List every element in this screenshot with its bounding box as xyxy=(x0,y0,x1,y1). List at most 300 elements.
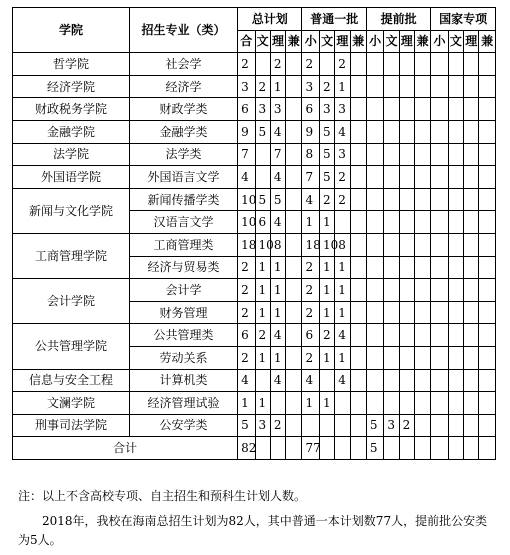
plan-count-cell xyxy=(431,392,448,415)
enrollment-plan-table xyxy=(12,7,496,460)
plan-count-cell xyxy=(286,143,302,166)
plan-count-cell xyxy=(414,53,430,76)
plan-count-cell xyxy=(286,188,302,211)
plan-count-cell xyxy=(448,301,463,324)
college-cell: 法学院 xyxy=(13,143,130,166)
plan-count-cell xyxy=(448,279,463,302)
regular-subheader-2: 理 xyxy=(335,30,350,53)
plan-count-cell: 1 xyxy=(270,75,285,98)
plan-count-cell xyxy=(286,369,302,392)
plan-count-cell xyxy=(384,120,399,143)
major-cell: 经济管理试验 xyxy=(129,392,237,415)
major-cell: 金融学类 xyxy=(129,120,237,143)
plan-count-cell: 1 xyxy=(255,279,270,302)
empty-cell xyxy=(350,437,366,460)
college-cell: 金融学院 xyxy=(13,120,130,143)
plan-count-cell xyxy=(479,188,496,211)
plan-count-cell xyxy=(366,98,383,121)
plan-count-cell xyxy=(414,120,430,143)
plan-count-cell xyxy=(431,120,448,143)
table-row xyxy=(13,188,496,211)
plan-count-cell: 4 xyxy=(302,188,319,211)
plan-count-cell xyxy=(384,75,399,98)
plan-count-cell xyxy=(286,211,302,234)
plan-count-cell xyxy=(350,301,366,324)
plan-count-cell xyxy=(479,392,496,415)
plan-count-cell xyxy=(414,75,430,98)
plan-count-cell: 1 xyxy=(270,301,285,324)
major-header: 招生专业（类） xyxy=(129,8,237,53)
early-subheader-1: 文 xyxy=(384,30,399,53)
plan-count-cell: 10 xyxy=(255,233,270,256)
plan-count-cell xyxy=(366,392,383,415)
plan-count-cell: 5 xyxy=(366,414,383,437)
early-batch-header: 提前批 xyxy=(366,8,430,31)
plan-count-cell: 3 xyxy=(384,414,399,437)
plan-count-cell xyxy=(255,143,270,166)
plan-count-cell: 4 xyxy=(270,120,285,143)
plan-count-cell: 18 xyxy=(238,233,255,256)
major-cell: 公安学类 xyxy=(129,414,237,437)
plan-count-cell xyxy=(399,233,414,256)
plan-count-cell xyxy=(479,53,496,76)
table-note: 注：以上不含高校专项、自主招生和预科生计划人数。 xyxy=(18,489,307,503)
plan-count-cell xyxy=(414,256,430,279)
plan-count-cell xyxy=(479,324,496,347)
plan-count-cell xyxy=(399,301,414,324)
plan-count-cell xyxy=(464,211,479,234)
major-cell: 财务管理 xyxy=(129,301,237,324)
plan-count-cell xyxy=(414,324,430,347)
plan-count-cell: 4 xyxy=(270,166,285,189)
plan-count-cell: 5 xyxy=(270,188,285,211)
major-cell: 经济学 xyxy=(129,75,237,98)
major-cell: 社会学 xyxy=(129,53,237,76)
plan-count-cell: 1 xyxy=(319,279,334,302)
total-subheader-3: 兼 xyxy=(286,30,302,53)
plan-count-cell: 5 xyxy=(319,143,334,166)
plan-count-cell xyxy=(399,143,414,166)
plan-count-cell: 2 xyxy=(238,256,255,279)
plan-count-cell xyxy=(350,279,366,302)
plan-count-cell: 1 xyxy=(255,392,270,415)
plan-count-cell xyxy=(384,98,399,121)
plan-count-cell xyxy=(350,166,366,189)
plan-count-cell: 3 xyxy=(270,98,285,121)
plan-count-cell: 1 xyxy=(270,279,285,302)
table-row xyxy=(13,120,496,143)
plan-count-cell xyxy=(366,143,383,166)
plan-count-cell xyxy=(464,256,479,279)
plan-count-cell xyxy=(286,279,302,302)
plan-count-cell xyxy=(479,256,496,279)
plan-count-cell xyxy=(399,279,414,302)
plan-count-cell xyxy=(255,166,270,189)
plan-count-cell xyxy=(448,98,463,121)
plan-count-cell: 6 xyxy=(302,324,319,347)
plan-count-cell xyxy=(431,324,448,347)
plan-count-cell xyxy=(384,392,399,415)
plan-count-cell xyxy=(286,256,302,279)
plan-count-cell xyxy=(384,211,399,234)
plan-count-cell: 5 xyxy=(319,120,334,143)
plan-count-cell xyxy=(431,166,448,189)
plan-count-cell: 2 xyxy=(302,346,319,369)
plan-count-cell xyxy=(270,392,285,415)
plan-count-cell xyxy=(366,233,383,256)
college-cell: 经济学院 xyxy=(13,75,130,98)
plan-count-cell xyxy=(384,166,399,189)
total-plan-header: 总计划 xyxy=(238,8,302,31)
plan-count-cell xyxy=(384,369,399,392)
plan-count-cell xyxy=(479,211,496,234)
plan-count-cell xyxy=(399,120,414,143)
plan-count-cell xyxy=(350,324,366,347)
national-special-header: 国家专项 xyxy=(431,8,496,31)
plan-count-cell: 2 xyxy=(238,346,255,369)
college-cell: 会计学院 xyxy=(13,279,130,324)
total-subheader-1: 文 xyxy=(255,30,270,53)
plan-count-cell xyxy=(335,211,350,234)
plan-count-cell xyxy=(366,166,383,189)
table-row xyxy=(13,414,496,437)
plan-count-cell xyxy=(479,166,496,189)
plan-count-cell xyxy=(286,301,302,324)
plan-count-cell: 7 xyxy=(238,143,255,166)
plan-count-cell xyxy=(414,98,430,121)
plan-count-cell xyxy=(255,53,270,76)
plan-count-cell xyxy=(479,414,496,437)
plan-count-cell xyxy=(384,279,399,302)
regular-batch-header: 普通一批 xyxy=(302,8,366,31)
plan-count-cell: 2 xyxy=(319,324,334,347)
plan-count-cell xyxy=(464,188,479,211)
plan-count-cell: 1 xyxy=(335,301,350,324)
plan-count-cell xyxy=(431,256,448,279)
plan-count-cell xyxy=(399,256,414,279)
empty-cell xyxy=(335,437,350,460)
plan-count-cell xyxy=(431,369,448,392)
plan-count-cell xyxy=(286,324,302,347)
plan-count-cell xyxy=(464,369,479,392)
plan-count-cell: 3 xyxy=(302,75,319,98)
plan-count-cell xyxy=(431,211,448,234)
plan-count-cell: 4 xyxy=(270,211,285,234)
plan-count-cell xyxy=(399,75,414,98)
plan-count-cell xyxy=(399,53,414,76)
plan-count-cell xyxy=(464,166,479,189)
plan-count-cell xyxy=(448,188,463,211)
plan-count-cell xyxy=(479,301,496,324)
plan-count-cell xyxy=(479,143,496,166)
early-subheader-3: 兼 xyxy=(414,30,430,53)
plan-count-cell xyxy=(414,143,430,166)
plan-count-cell xyxy=(286,392,302,415)
major-cell: 法学类 xyxy=(129,143,237,166)
early-subheader-2: 理 xyxy=(399,30,414,53)
plan-count-cell: 5 xyxy=(319,166,334,189)
plan-count-cell xyxy=(399,324,414,347)
plan-count-cell xyxy=(366,301,383,324)
plan-count-cell xyxy=(399,98,414,121)
plan-count-cell xyxy=(448,414,463,437)
plan-count-cell: 2 xyxy=(270,53,285,76)
plan-count-cell xyxy=(399,346,414,369)
plan-count-cell xyxy=(286,414,302,437)
plan-count-cell xyxy=(366,324,383,347)
major-cell: 计算机类 xyxy=(129,369,237,392)
plan-count-cell: 2 xyxy=(399,414,414,437)
plan-count-cell: 1 xyxy=(270,346,285,369)
plan-count-cell xyxy=(464,143,479,166)
plan-count-cell xyxy=(366,346,383,369)
plan-count-cell: 3 xyxy=(335,98,350,121)
plan-count-cell: 6 xyxy=(238,98,255,121)
plan-count-cell xyxy=(350,53,366,76)
empty-cell xyxy=(479,437,496,460)
plan-count-cell: 8 xyxy=(302,143,319,166)
plan-count-cell xyxy=(464,414,479,437)
plan-count-cell: 2 xyxy=(302,279,319,302)
plan-count-cell: 1 xyxy=(255,346,270,369)
table-row xyxy=(13,53,496,76)
table-row xyxy=(13,166,496,189)
plan-count-cell xyxy=(366,256,383,279)
college-cell: 文澜学院 xyxy=(13,392,130,415)
plan-count-cell xyxy=(350,369,366,392)
table-row xyxy=(13,392,496,415)
plan-count-cell: 6 xyxy=(302,98,319,121)
plan-count-cell: 1 xyxy=(302,211,319,234)
plan-count-cell: 4 xyxy=(335,324,350,347)
plan-count-cell: 1 xyxy=(335,75,350,98)
plan-count-cell xyxy=(366,369,383,392)
plan-count-cell: 5 xyxy=(255,188,270,211)
plan-count-cell: 1 xyxy=(319,301,334,324)
plan-count-cell xyxy=(464,392,479,415)
empty-cell xyxy=(255,437,270,460)
plan-count-cell xyxy=(414,301,430,324)
plan-count-cell: 10 xyxy=(238,188,255,211)
plan-count-cell xyxy=(384,324,399,347)
plan-count-cell: 5 xyxy=(255,120,270,143)
plan-count-cell xyxy=(286,346,302,369)
plan-count-cell xyxy=(350,75,366,98)
plan-count-cell: 2 xyxy=(270,414,285,437)
plan-count-cell xyxy=(414,279,430,302)
regular-subheader-0: 小 xyxy=(302,30,319,53)
total-value-cell xyxy=(431,437,448,460)
plan-count-cell xyxy=(399,369,414,392)
plan-count-cell: 3 xyxy=(255,414,270,437)
total-label: 合计 xyxy=(13,437,238,460)
plan-count-cell xyxy=(350,211,366,234)
plan-count-cell: 2 xyxy=(302,301,319,324)
college-header: 学院 xyxy=(13,8,130,53)
plan-count-cell xyxy=(255,369,270,392)
plan-count-cell xyxy=(286,98,302,121)
plan-count-cell xyxy=(464,53,479,76)
plan-count-cell: 8 xyxy=(270,233,285,256)
plan-count-cell xyxy=(479,346,496,369)
plan-count-cell: 2 xyxy=(319,75,334,98)
plan-count-cell: 7 xyxy=(302,166,319,189)
table-row xyxy=(13,369,496,392)
total-subheader-0: 合 xyxy=(238,30,255,53)
plan-count-cell xyxy=(302,414,319,437)
plan-count-cell xyxy=(366,279,383,302)
plan-count-cell xyxy=(414,346,430,369)
plan-count-cell xyxy=(286,75,302,98)
plan-count-cell: 1 xyxy=(319,392,334,415)
plan-count-cell xyxy=(431,53,448,76)
plan-count-cell xyxy=(448,53,463,76)
plan-count-cell xyxy=(350,392,366,415)
national-subheader-0: 小 xyxy=(431,30,448,53)
plan-count-cell xyxy=(384,301,399,324)
national-subheader-2: 理 xyxy=(464,30,479,53)
plan-count-cell xyxy=(464,98,479,121)
plan-count-cell xyxy=(335,414,350,437)
plan-count-cell xyxy=(384,53,399,76)
empty-cell xyxy=(286,437,302,460)
plan-count-cell: 1 xyxy=(335,346,350,369)
plan-count-cell: 1 xyxy=(319,256,334,279)
major-cell: 公共管理类 xyxy=(129,324,237,347)
plan-count-cell: 4 xyxy=(335,120,350,143)
plan-count-cell xyxy=(479,279,496,302)
major-cell: 财政学类 xyxy=(129,98,237,121)
plan-count-cell: 10 xyxy=(238,211,255,234)
plan-count-cell xyxy=(448,346,463,369)
plan-count-cell xyxy=(448,75,463,98)
plan-count-cell: 1 xyxy=(255,301,270,324)
plan-count-cell xyxy=(448,256,463,279)
plan-count-cell: 10 xyxy=(319,233,334,256)
plan-count-cell xyxy=(479,98,496,121)
plan-count-cell xyxy=(431,279,448,302)
major-cell: 外国语言文学 xyxy=(129,166,237,189)
major-cell: 会计学 xyxy=(129,279,237,302)
major-cell: 经济与贸易类 xyxy=(129,256,237,279)
college-cell: 新闻与文化学院 xyxy=(13,188,130,233)
plan-count-cell: 4 xyxy=(335,369,350,392)
plan-count-cell xyxy=(431,75,448,98)
plan-count-cell: 4 xyxy=(270,369,285,392)
table-body xyxy=(13,53,496,460)
plan-count-cell: 9 xyxy=(238,120,255,143)
plan-count-cell: 18 xyxy=(302,233,319,256)
plan-count-cell: 1 xyxy=(319,211,334,234)
plan-count-cell: 1 xyxy=(319,346,334,369)
plan-count-cell xyxy=(431,301,448,324)
plan-count-cell xyxy=(335,392,350,415)
major-cell: 新闻传播学类 xyxy=(129,188,237,211)
plan-count-cell: 2 xyxy=(302,53,319,76)
empty-cell xyxy=(399,437,414,460)
plan-count-cell: 1 xyxy=(255,256,270,279)
empty-cell xyxy=(384,437,399,460)
empty-cell xyxy=(414,437,430,460)
major-cell: 汉语言文学 xyxy=(129,211,237,234)
plan-count-cell xyxy=(350,188,366,211)
plan-count-cell xyxy=(479,75,496,98)
plan-count-cell xyxy=(350,143,366,166)
plan-count-cell xyxy=(350,120,366,143)
table-row xyxy=(13,75,496,98)
table-row xyxy=(13,279,496,302)
plan-count-cell: 2 xyxy=(238,279,255,302)
plan-count-cell: 6 xyxy=(238,324,255,347)
national-subheader-3: 兼 xyxy=(479,30,496,53)
plan-count-cell: 2 xyxy=(238,301,255,324)
plan-count-cell xyxy=(366,188,383,211)
plan-count-cell xyxy=(431,414,448,437)
plan-count-cell: 2 xyxy=(335,166,350,189)
college-cell: 外国语学院 xyxy=(13,166,130,189)
table-row xyxy=(13,233,496,256)
plan-count-cell: 2 xyxy=(335,53,350,76)
plan-count-cell xyxy=(319,414,334,437)
plan-count-cell xyxy=(366,53,383,76)
plan-count-cell xyxy=(399,188,414,211)
plan-count-cell: 3 xyxy=(238,75,255,98)
plan-count-cell xyxy=(366,211,383,234)
plan-count-cell: 5 xyxy=(238,414,255,437)
plan-count-cell: 2 xyxy=(238,53,255,76)
plan-count-cell xyxy=(448,120,463,143)
empty-cell xyxy=(270,437,285,460)
plan-count-cell: 7 xyxy=(270,143,285,166)
plan-count-cell xyxy=(414,211,430,234)
plan-count-cell xyxy=(319,53,334,76)
plan-count-cell xyxy=(350,256,366,279)
plan-count-cell xyxy=(350,414,366,437)
plan-count-cell xyxy=(384,188,399,211)
plan-count-cell: 3 xyxy=(319,98,334,121)
plan-count-cell: 4 xyxy=(302,369,319,392)
plan-count-cell: 2 xyxy=(319,188,334,211)
plan-count-cell xyxy=(414,369,430,392)
plan-count-cell: 6 xyxy=(255,211,270,234)
plan-count-cell xyxy=(479,369,496,392)
plan-count-cell: 2 xyxy=(335,188,350,211)
plan-count-cell xyxy=(286,53,302,76)
plan-count-cell xyxy=(366,75,383,98)
major-cell: 劳动关系 xyxy=(129,346,237,369)
plan-count-cell: 2 xyxy=(302,256,319,279)
college-cell: 工商管理学院 xyxy=(13,233,130,278)
plan-count-cell xyxy=(431,233,448,256)
plan-count-cell xyxy=(399,166,414,189)
plan-count-cell xyxy=(479,120,496,143)
plan-count-cell xyxy=(414,188,430,211)
plan-count-cell: 2 xyxy=(255,324,270,347)
plan-count-cell xyxy=(431,98,448,121)
plan-count-cell: 8 xyxy=(335,233,350,256)
national-subheader-1: 文 xyxy=(448,30,463,53)
college-cell: 信息与安全工程 xyxy=(13,369,130,392)
college-cell: 哲学院 xyxy=(13,53,130,76)
table-header xyxy=(13,8,496,53)
plan-count-cell xyxy=(448,166,463,189)
plan-count-cell: 1 xyxy=(270,256,285,279)
plan-count-cell xyxy=(448,324,463,347)
plan-count-cell: 4 xyxy=(238,369,255,392)
plan-count-cell xyxy=(448,233,463,256)
plan-count-cell: 1 xyxy=(302,392,319,415)
plan-count-cell xyxy=(350,98,366,121)
